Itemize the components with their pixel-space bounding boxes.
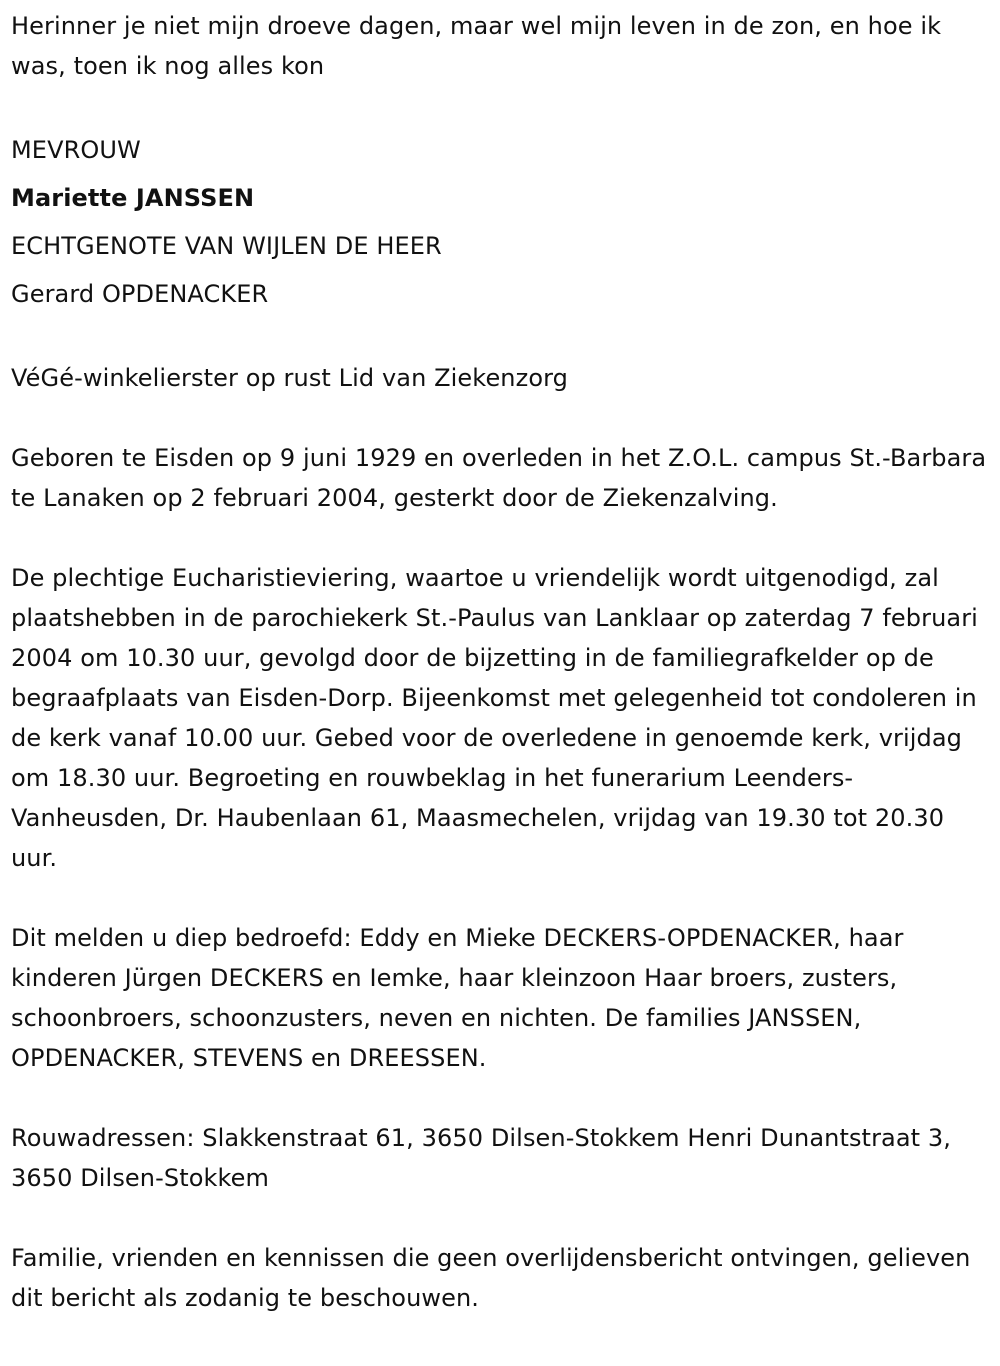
closing-paragraph: Familie, vrienden en kennissen die geen overlijdensbericht ontvingen, gelieven dit bericht als zodanig te beschouwen. xyxy=(11,1244,971,1312)
spacer xyxy=(11,1078,996,1118)
spacer xyxy=(11,86,996,126)
title-prefix: MEVROUW xyxy=(11,136,141,164)
ceremony-paragraph: De plechtige Eucharistieviering, waartoe u vriendelijk wordt uitgenodigd, zal plaatshebben in de parochiekerk St.-Paulus van Lanklaar op zaterdag 7 februari 2004 om 10.30 uur, gevolgd door de bijzetting in de familiegrafkelder op de begraafplaats van Eisden-Dorp. Bijeenkomst met gelegenheid tot condoleren in de kerk vanaf 10.00 uur. Gebed voor de overledene in genoemde kerk, vrijdag om 18.30 uur. Begroeting en rouwbeklag in het funerarium Leenders-Vanheusden, Dr. Haubenlaan 61, Maasmechelen, vrijdag van 19.30 tot 20.30 uur. xyxy=(11,564,978,872)
birth-death-paragraph: Geboren te Eisden op 9 juni 1929 en overleden in het Z.O.L. campus St.-Barbara te Lanaken op 2 februari 2004, gesterkt door de Ziekenzalving. xyxy=(11,444,987,512)
deceased-name: Mariette JANSSEN xyxy=(11,184,255,212)
spouse-line: ECHTGENOTE VAN WIJLEN DE HEER xyxy=(11,232,442,260)
obituary-text xyxy=(11,6,996,1318)
motto: Herinner je niet mijn droeve dagen, maar wel mijn leven in de zon, en hoe ik was, toen ik nog alles kon xyxy=(11,12,942,80)
spacer xyxy=(11,318,996,358)
occupation: VéGé-winkelierster op rust Lid van Ziekenzorg xyxy=(11,364,568,392)
spacer xyxy=(11,878,996,918)
spouse-name: Gerard OPDENACKER xyxy=(11,280,269,308)
spacer xyxy=(11,398,996,438)
spacer xyxy=(11,518,996,558)
spacer xyxy=(11,1198,996,1238)
addresses-paragraph: Rouwadressen: Slakkenstraat 61, 3650 Dilsen-Stokkem Henri Dunantstraat 3, 3650 Dilsen-Stokkem xyxy=(11,1124,951,1192)
announcement-paragraph: Dit melden u diep bedroefd: Eddy en Mieke DECKERS-OPDENACKER, haar kinderen Jürgen DECKERS en Iemke, haar kleinzoon Haar broers, zusters, schoonbroers, schoonzusters, neven en nichten. De families JANSSEN, OPDENACKER, STEVENS en DREESSEN. xyxy=(11,924,904,1072)
